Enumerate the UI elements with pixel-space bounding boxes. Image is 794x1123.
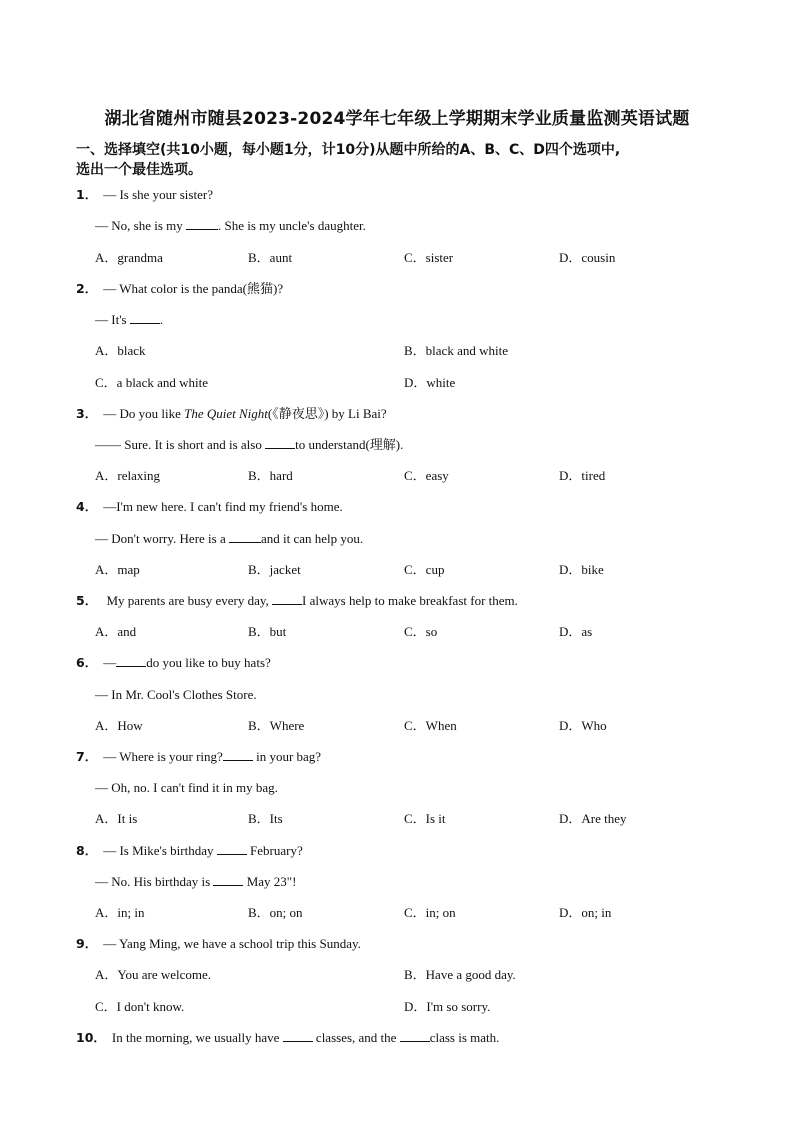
question-number: 8． — [76, 843, 98, 858]
question-number: 4． — [76, 499, 98, 514]
question-3-response — [95, 436, 403, 454]
question-6-response: — In Mr. Cool's Clothes Store. — [95, 687, 257, 702]
question-text: In the morning, we usually have — [111, 1030, 283, 1045]
option-d: D．I'm so sorry. — [404, 999, 491, 1014]
question-number: 9． — [76, 936, 98, 951]
option-a: A．map — [95, 562, 140, 577]
question-text: — Where is your ring? — [103, 749, 223, 764]
question-text: I always help to make breakfast for them. — [302, 593, 518, 608]
question-number: 6． — [76, 655, 98, 670]
answer-blank — [130, 311, 160, 324]
question-text: — — [103, 655, 117, 670]
option-d: D．tired — [559, 468, 606, 483]
option-c: C．I don't know. — [95, 999, 185, 1014]
option-c: C．in; on — [404, 905, 456, 920]
option-b: B．Its — [248, 811, 283, 826]
option-d: D．as — [559, 624, 593, 639]
question-2-response — [95, 311, 163, 329]
option-b: B．Have a good day. — [404, 967, 516, 982]
option-a: A．black — [95, 343, 146, 358]
option-d: D．Are they — [559, 811, 627, 826]
response-text: to understand(理解). — [295, 437, 404, 452]
option-a: A．You are welcome. — [95, 967, 212, 982]
poem-title: The Quiet Night — [184, 406, 268, 421]
option-b: B．but — [248, 624, 287, 639]
answer-blank — [213, 873, 243, 886]
answer-blank — [116, 654, 146, 667]
response-text: — It's — [95, 312, 130, 327]
question-text: in your bag? — [252, 749, 322, 764]
section-line-1: 一、选择填空(共10小题，每小题1分，计10分)从题中所给的A、B、C、D四个选项中, — [76, 142, 621, 158]
question-4-stem — [76, 498, 343, 516]
option-c: C．cup — [404, 562, 445, 577]
question-7-stem — [76, 748, 321, 766]
option-a: A．and — [95, 624, 137, 639]
option-c: C．so — [404, 624, 438, 639]
question-7-response: — Oh, no. I can't find it in my bag. — [95, 780, 278, 795]
page-title: 湖北省随州市随县2023-2024学年七年级上学期期末学业质量监测英语试题 — [104, 109, 690, 129]
option-c: C．When — [404, 718, 457, 733]
option-c: C．a black and white — [95, 375, 208, 390]
answer-blank — [400, 1029, 430, 1042]
response-text: . She is my uncle's daughter. — [218, 218, 366, 233]
option-d: D．Who — [559, 718, 607, 733]
option-a: A．grandma — [95, 250, 163, 265]
question-text: My parents are busy every day, — [103, 593, 273, 608]
option-d: D．white — [404, 375, 456, 390]
question-text: —I'm new here. I can't find my friend's home. — [103, 499, 343, 514]
option-b: B．hard — [248, 468, 293, 483]
question-number: 10． — [76, 1030, 106, 1045]
question-text: — Is Mike's birthday — [103, 843, 217, 858]
option-a: A．in; in — [95, 905, 145, 920]
option-b: B．Where — [248, 718, 305, 733]
option-c: C．sister — [404, 250, 454, 265]
option-d: D．bike — [559, 562, 604, 577]
answer-blank — [272, 592, 302, 605]
option-a: A．relaxing — [95, 468, 160, 483]
question-text: do you like to buy hats? — [146, 655, 271, 670]
question-text: — Is she your sister? — [103, 187, 213, 202]
option-a: A．How — [95, 718, 143, 733]
question-text: (《静夜思》) by Li Bai? — [267, 406, 387, 421]
question-2-stem — [76, 280, 283, 298]
question-1-stem — [76, 186, 213, 204]
option-c: C．easy — [404, 468, 449, 483]
question-4-response — [95, 530, 363, 548]
answer-blank — [283, 1029, 313, 1042]
option-b: B．jacket — [248, 562, 301, 577]
option-b: B．on; on — [248, 905, 303, 920]
response-text: and it can help you. — [261, 531, 364, 546]
question-text: — Do you like — [103, 406, 185, 421]
section-instructions — [76, 140, 736, 180]
answer-blank — [265, 436, 295, 449]
question-number: 2． — [76, 281, 98, 296]
response-text: —— Sure. It is short and is also — [95, 437, 266, 452]
option-d: D．on; in — [559, 905, 612, 920]
answer-blank — [229, 530, 261, 543]
answer-blank — [217, 842, 247, 855]
question-6-stem — [76, 654, 271, 672]
response-text: . — [159, 312, 164, 327]
option-c: C．Is it — [404, 811, 446, 826]
question-text: classes, and the — [312, 1030, 400, 1045]
option-a: A．It is — [95, 811, 138, 826]
question-10-stem — [76, 1029, 499, 1047]
answer-blank — [223, 748, 253, 761]
question-8-response — [95, 873, 296, 891]
question-1-response — [95, 217, 366, 235]
question-8-stem — [76, 842, 303, 860]
response-text: — No, she is my — [95, 218, 186, 233]
option-d: D．cousin — [559, 250, 616, 265]
response-text: May 23"! — [243, 874, 297, 889]
question-number: 5． — [76, 593, 98, 608]
question-text: class is math. — [429, 1030, 500, 1045]
question-number: 1． — [76, 187, 98, 202]
section-line-2: 选出一个最佳选项。 — [76, 162, 202, 178]
option-b: B．black and white — [404, 343, 508, 358]
question-9-stem — [76, 935, 361, 953]
option-b: B．aunt — [248, 250, 293, 265]
answer-blank — [186, 217, 218, 230]
question-3-stem — [76, 405, 387, 423]
question-text: — Yang Ming, we have a school trip this Sunday. — [103, 936, 361, 951]
question-number: 3． — [76, 406, 98, 421]
response-text: — Don't worry. Here is a — [95, 531, 229, 546]
question-text: — What color is the panda(熊猫)? — [103, 281, 284, 296]
question-number: 7． — [76, 749, 98, 764]
question-5-stem — [76, 592, 518, 610]
response-text: — No. His birthday is — [95, 874, 214, 889]
question-text: February? — [246, 843, 303, 858]
